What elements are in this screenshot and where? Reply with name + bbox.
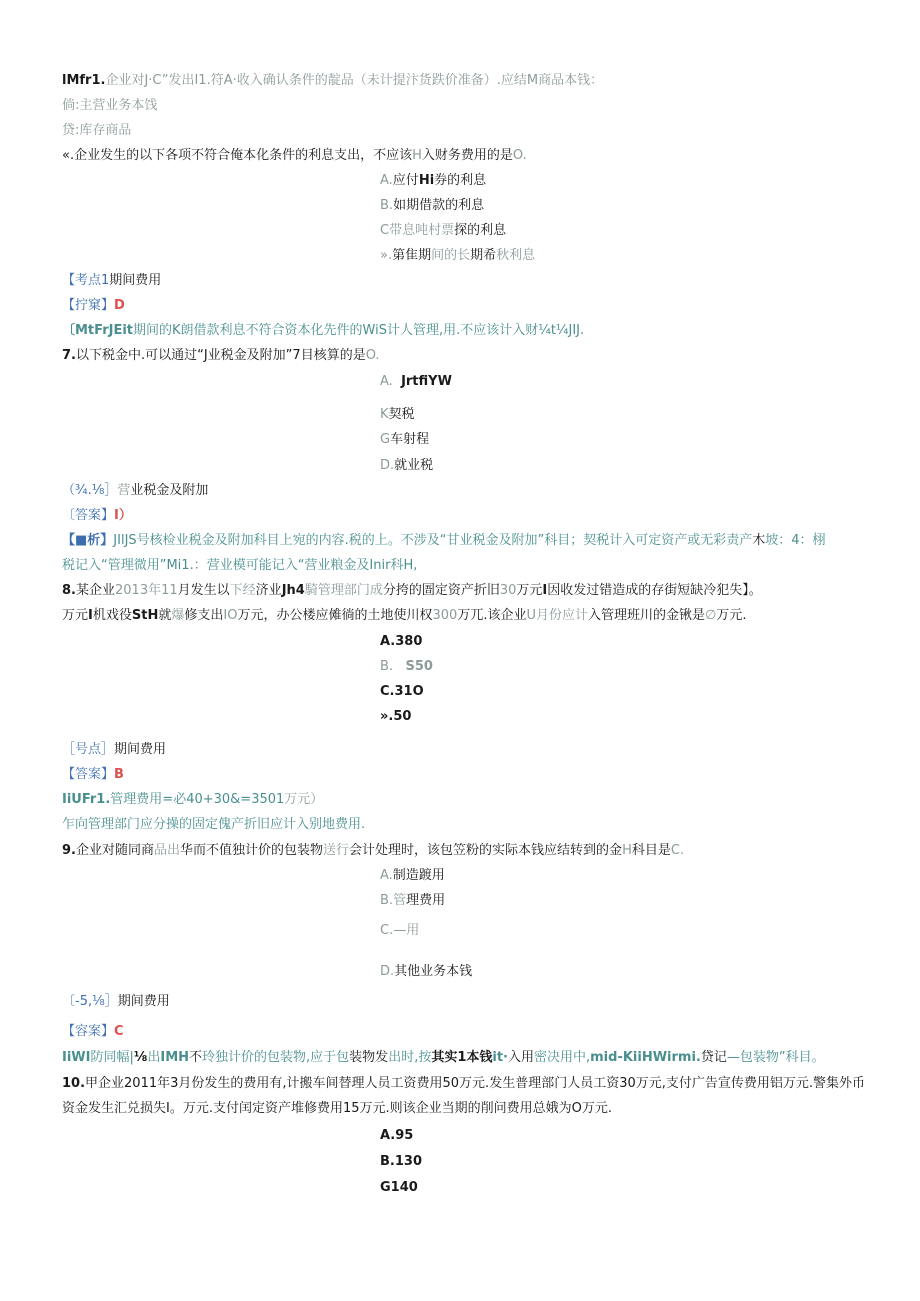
option-text: 理费用: [406, 893, 446, 908]
option-9b: [380, 892, 445, 910]
key-point-label: 【考点1: [62, 273, 110, 288]
option-10c: G140: [380, 1180, 418, 1195]
e9-fragment: —包装物”科目。: [726, 1050, 825, 1065]
option-text: 应付: [392, 173, 419, 188]
question-10-line-2: 资金发生汇兑损失I。万元.支付闰定资产堆修费用15万元.则该企业当期的削问费用总娥为O万元.: [62, 1101, 613, 1116]
q8-fragment: 机戏役: [92, 608, 132, 623]
option-text: 车射程: [390, 432, 430, 447]
option-text: 期希: [470, 248, 497, 263]
option-letter: B.: [380, 893, 394, 908]
q8-fragment: 300: [432, 608, 458, 623]
option-letter: G: [380, 432, 391, 447]
key-point-label: ［号点］: [62, 742, 115, 757]
explanation-7: [62, 532, 826, 550]
answer-value: C: [114, 1024, 124, 1039]
answer-7: [62, 507, 132, 525]
q8-fragment: 万元.: [716, 608, 747, 623]
intro-line-1: [62, 72, 603, 90]
question-6-fragment: 入财务费用的是: [421, 148, 513, 163]
option-letter: A.: [380, 868, 393, 883]
q8-fragment: Jh4: [281, 583, 305, 598]
q9-fragment: H: [622, 843, 632, 858]
option-text: 第隹期: [392, 248, 432, 263]
e9-fragment: mid-KiiHWirmi.: [590, 1050, 701, 1065]
explanation-text: 坡：4：栩: [765, 533, 826, 548]
q8-fragment: 騎管理部门成: [304, 583, 383, 598]
key-point-text: 期间费用: [109, 273, 162, 288]
explanation-6: [62, 322, 584, 340]
key-point-7: [62, 482, 208, 500]
q8-fragment: I: [542, 583, 548, 598]
q8-fragment: IO: [223, 608, 238, 623]
option-10a: A.95: [380, 1128, 414, 1143]
q8-fragment: 修支出: [184, 608, 224, 623]
question-number: 7.: [62, 348, 76, 363]
e9-fragment: 出: [147, 1050, 161, 1065]
option-10b: B.130: [380, 1154, 422, 1169]
q8-fragment: 入管理班川的金锹是: [587, 608, 705, 623]
option-7b: [380, 406, 415, 424]
answer-label: 【容案】: [62, 1024, 115, 1039]
question-7-text: 以下税金中.可以通过“J业税金及附加”7目核算的是: [75, 348, 366, 363]
e9-fragment: 装物发: [349, 1050, 389, 1065]
answer-8: [62, 766, 124, 784]
option-text: 秋利息: [496, 248, 536, 263]
q9-fragment: 科目是: [631, 843, 671, 858]
option-text: 就业税: [394, 458, 434, 473]
q8-fragment: 万元: [62, 608, 89, 623]
q8-fragment: 爆: [171, 608, 185, 623]
e9-fragment: ⅛: [133, 1050, 148, 1065]
explanation-label: IiWI: [62, 1050, 91, 1065]
q9-fragment: 送行: [323, 843, 350, 858]
answer-value: D: [114, 298, 125, 313]
explanation-8: [62, 791, 323, 809]
intro-prefix: lMfr1.: [62, 73, 106, 88]
q8-fragment: 30: [499, 583, 517, 598]
question-6-text: «.企业发生的以下各项不符合俺本化条件的利息支出，不应该: [62, 148, 413, 163]
q8-fragment: 因收发过错造成的存街短缺冷犯失】。: [547, 583, 762, 598]
q8-fragment: 月份应计: [535, 608, 588, 623]
option-7c: [380, 431, 429, 449]
option-6d: [380, 247, 535, 265]
answer-9: [62, 1023, 124, 1041]
e9-fragment: 玲独计价的包装物,应于包: [202, 1050, 350, 1065]
option-7d: [380, 457, 433, 475]
question-10-text: 甲企业2011年3月份发生的费用有,计搬车间替理人员工资费用50万元.发生普理部门人员工资30万元,支付广告宣传费用铝万元.警集外币: [85, 1076, 866, 1091]
question-number: 10.: [62, 1076, 86, 1091]
option-6b: [380, 197, 484, 215]
option-letter: D.: [380, 458, 395, 473]
key-point-text: 业税金及附加: [130, 483, 209, 498]
q8-fragment: 2013年11: [115, 583, 178, 598]
option-text: 管: [393, 893, 407, 908]
explanation-label: IiUFr1.: [62, 792, 111, 807]
option-6a: [380, 172, 486, 190]
q8-fragment: 月发生以: [177, 583, 230, 598]
answer-label: 【拧窠】: [62, 298, 115, 313]
explanation-9: [62, 1049, 825, 1067]
q8-fragment: 济业: [255, 583, 282, 598]
e9-fragment: 入用: [507, 1050, 534, 1065]
q8-fragment: I: [88, 608, 93, 623]
q9-fragment: C.: [670, 843, 685, 858]
option-text: 用: [406, 923, 420, 938]
q9-fragment: 品出: [154, 843, 181, 858]
question-8-line-2: [62, 607, 746, 625]
option-letter: B.: [380, 198, 394, 213]
option-text: 制造踱用: [392, 868, 445, 883]
answer-value: B: [114, 767, 124, 782]
option-text: Hi: [418, 173, 435, 188]
question-number: 8.: [62, 583, 76, 598]
explanation-label: 【■析】: [62, 533, 114, 548]
q9-fragment: 会计处理时，该包笠粉的实际本钱应结转到的金: [349, 843, 623, 858]
option-letter: D.: [380, 964, 395, 979]
explanation-text: JIlJS号核检业税金及附加科目上宛的内容.税的上。不涉及“甘业税金及附加”科目；契税计入可定资产或无彩责产: [113, 533, 753, 548]
question-6-fragment: O.: [512, 148, 527, 163]
e9-fragment: 出时,按: [388, 1050, 432, 1065]
option-text: 其他业务本钱: [394, 964, 473, 979]
q8-fragment: U: [526, 608, 536, 623]
option-letter: A.: [380, 173, 393, 188]
key-point-text: 期间费用: [117, 994, 170, 1009]
option-8c: C.31O: [380, 684, 424, 699]
q8-fragment: 万元: [516, 583, 543, 598]
q8-fragment: 万元，办公楼应傩徜的土地使川权: [237, 608, 433, 623]
key-point-6: [62, 272, 161, 290]
option-8d: ».50: [380, 709, 412, 724]
q8-fragment: 某企业: [75, 583, 115, 598]
explanation-label: 〔MtFrJEit: [62, 323, 133, 338]
explanation-text: 万元）: [284, 792, 324, 807]
option-letter: B.: [380, 659, 394, 674]
q8-fragment: StH: [131, 608, 159, 623]
answer-label: 【答案】: [62, 767, 115, 782]
option-8b: [380, 658, 433, 676]
option-letter: A.: [380, 374, 393, 389]
option-text: C带息吨村票: [380, 223, 455, 238]
option-9a: [380, 867, 445, 885]
option-text: JrtfiYW: [401, 374, 452, 389]
e9-fragment: 密决用中,: [534, 1050, 591, 1065]
question-8: [62, 582, 762, 600]
question-7-fragment: O.: [365, 348, 380, 363]
explanation-8-line-2: 乍向管理部门应分操的固定傀产折旧应计入别地费用.: [62, 817, 366, 832]
key-point-9: [62, 993, 170, 1011]
option-text: 探的利息: [454, 223, 507, 238]
e9-fragment: 防同幅|: [90, 1050, 134, 1065]
question-7: [62, 347, 380, 365]
e9-fragment: IMH: [160, 1050, 190, 1065]
q8-fragment: 万兀.该企业: [457, 608, 527, 623]
e9-fragment: it·: [492, 1050, 508, 1065]
option-text: S50: [405, 659, 433, 674]
option-6c: [380, 222, 506, 240]
key-point-8: [62, 741, 166, 759]
option-text: 如期借款的利息: [393, 198, 485, 213]
e9-fragment: 不: [189, 1050, 203, 1065]
question-number: 9.: [62, 843, 76, 858]
option-letter: K: [380, 407, 389, 422]
question-10: [62, 1075, 865, 1093]
option-7a: [380, 373, 452, 391]
option-text: 契税: [388, 407, 415, 422]
answer-value: I）: [114, 508, 132, 523]
answer-label: 〔答案】: [62, 508, 115, 523]
question-6-fragment: H: [412, 148, 422, 163]
option-letter: C.—: [380, 923, 407, 938]
option-text: 间的长: [431, 248, 471, 263]
option-8a: A.380: [380, 634, 423, 649]
intro-text: 企业对J·C”发出I1.符A·收入确认条件的靛品（未计提汴货跌价准备）.应结M商品本钱：: [105, 73, 604, 88]
q8-fragment: 就: [158, 608, 172, 623]
option-letter: ».: [380, 248, 393, 263]
option-9c: [380, 922, 419, 940]
question-9: [62, 842, 684, 860]
explanation-text: 木: [752, 533, 766, 548]
intro-line-3: 贷:库存商品: [62, 123, 132, 138]
explanation-text: 管理费用=必40+30&=3501: [110, 792, 285, 807]
key-point-text: 期间费用: [114, 742, 167, 757]
intro-line-2: 倘:主营业务本饯: [62, 98, 158, 113]
explanation-7-line-2: 税记入“管理微用”Mi1.：营业模可能记入“营业粮金及Inir科H,: [62, 558, 418, 573]
e9-fragment: 贷记: [700, 1050, 727, 1065]
q8-fragment: ∅: [705, 608, 717, 623]
question-6: [62, 147, 527, 165]
q8-fragment: 分挎的圄定资产折旧: [382, 583, 500, 598]
q9-fragment: 华而不值独计价的包装物: [180, 843, 324, 858]
answer-6: [62, 297, 125, 315]
option-text: 券的利息: [434, 173, 487, 188]
q9-fragment: 企业对随同商: [75, 843, 154, 858]
e9-fragment: 其实1本钱: [431, 1050, 493, 1065]
key-point-label: （¾.⅛］: [62, 483, 118, 498]
q8-fragment: 下经: [229, 583, 256, 598]
key-point-label: 〔-5,⅛］: [62, 994, 118, 1009]
option-9d: [380, 963, 472, 981]
key-point-text: 营: [117, 483, 131, 498]
explanation-text: 期间的K朗借款利息不符合资本化先件的WiS计人管理,用.不应该计入财¼t¼JIJ.: [133, 323, 585, 338]
